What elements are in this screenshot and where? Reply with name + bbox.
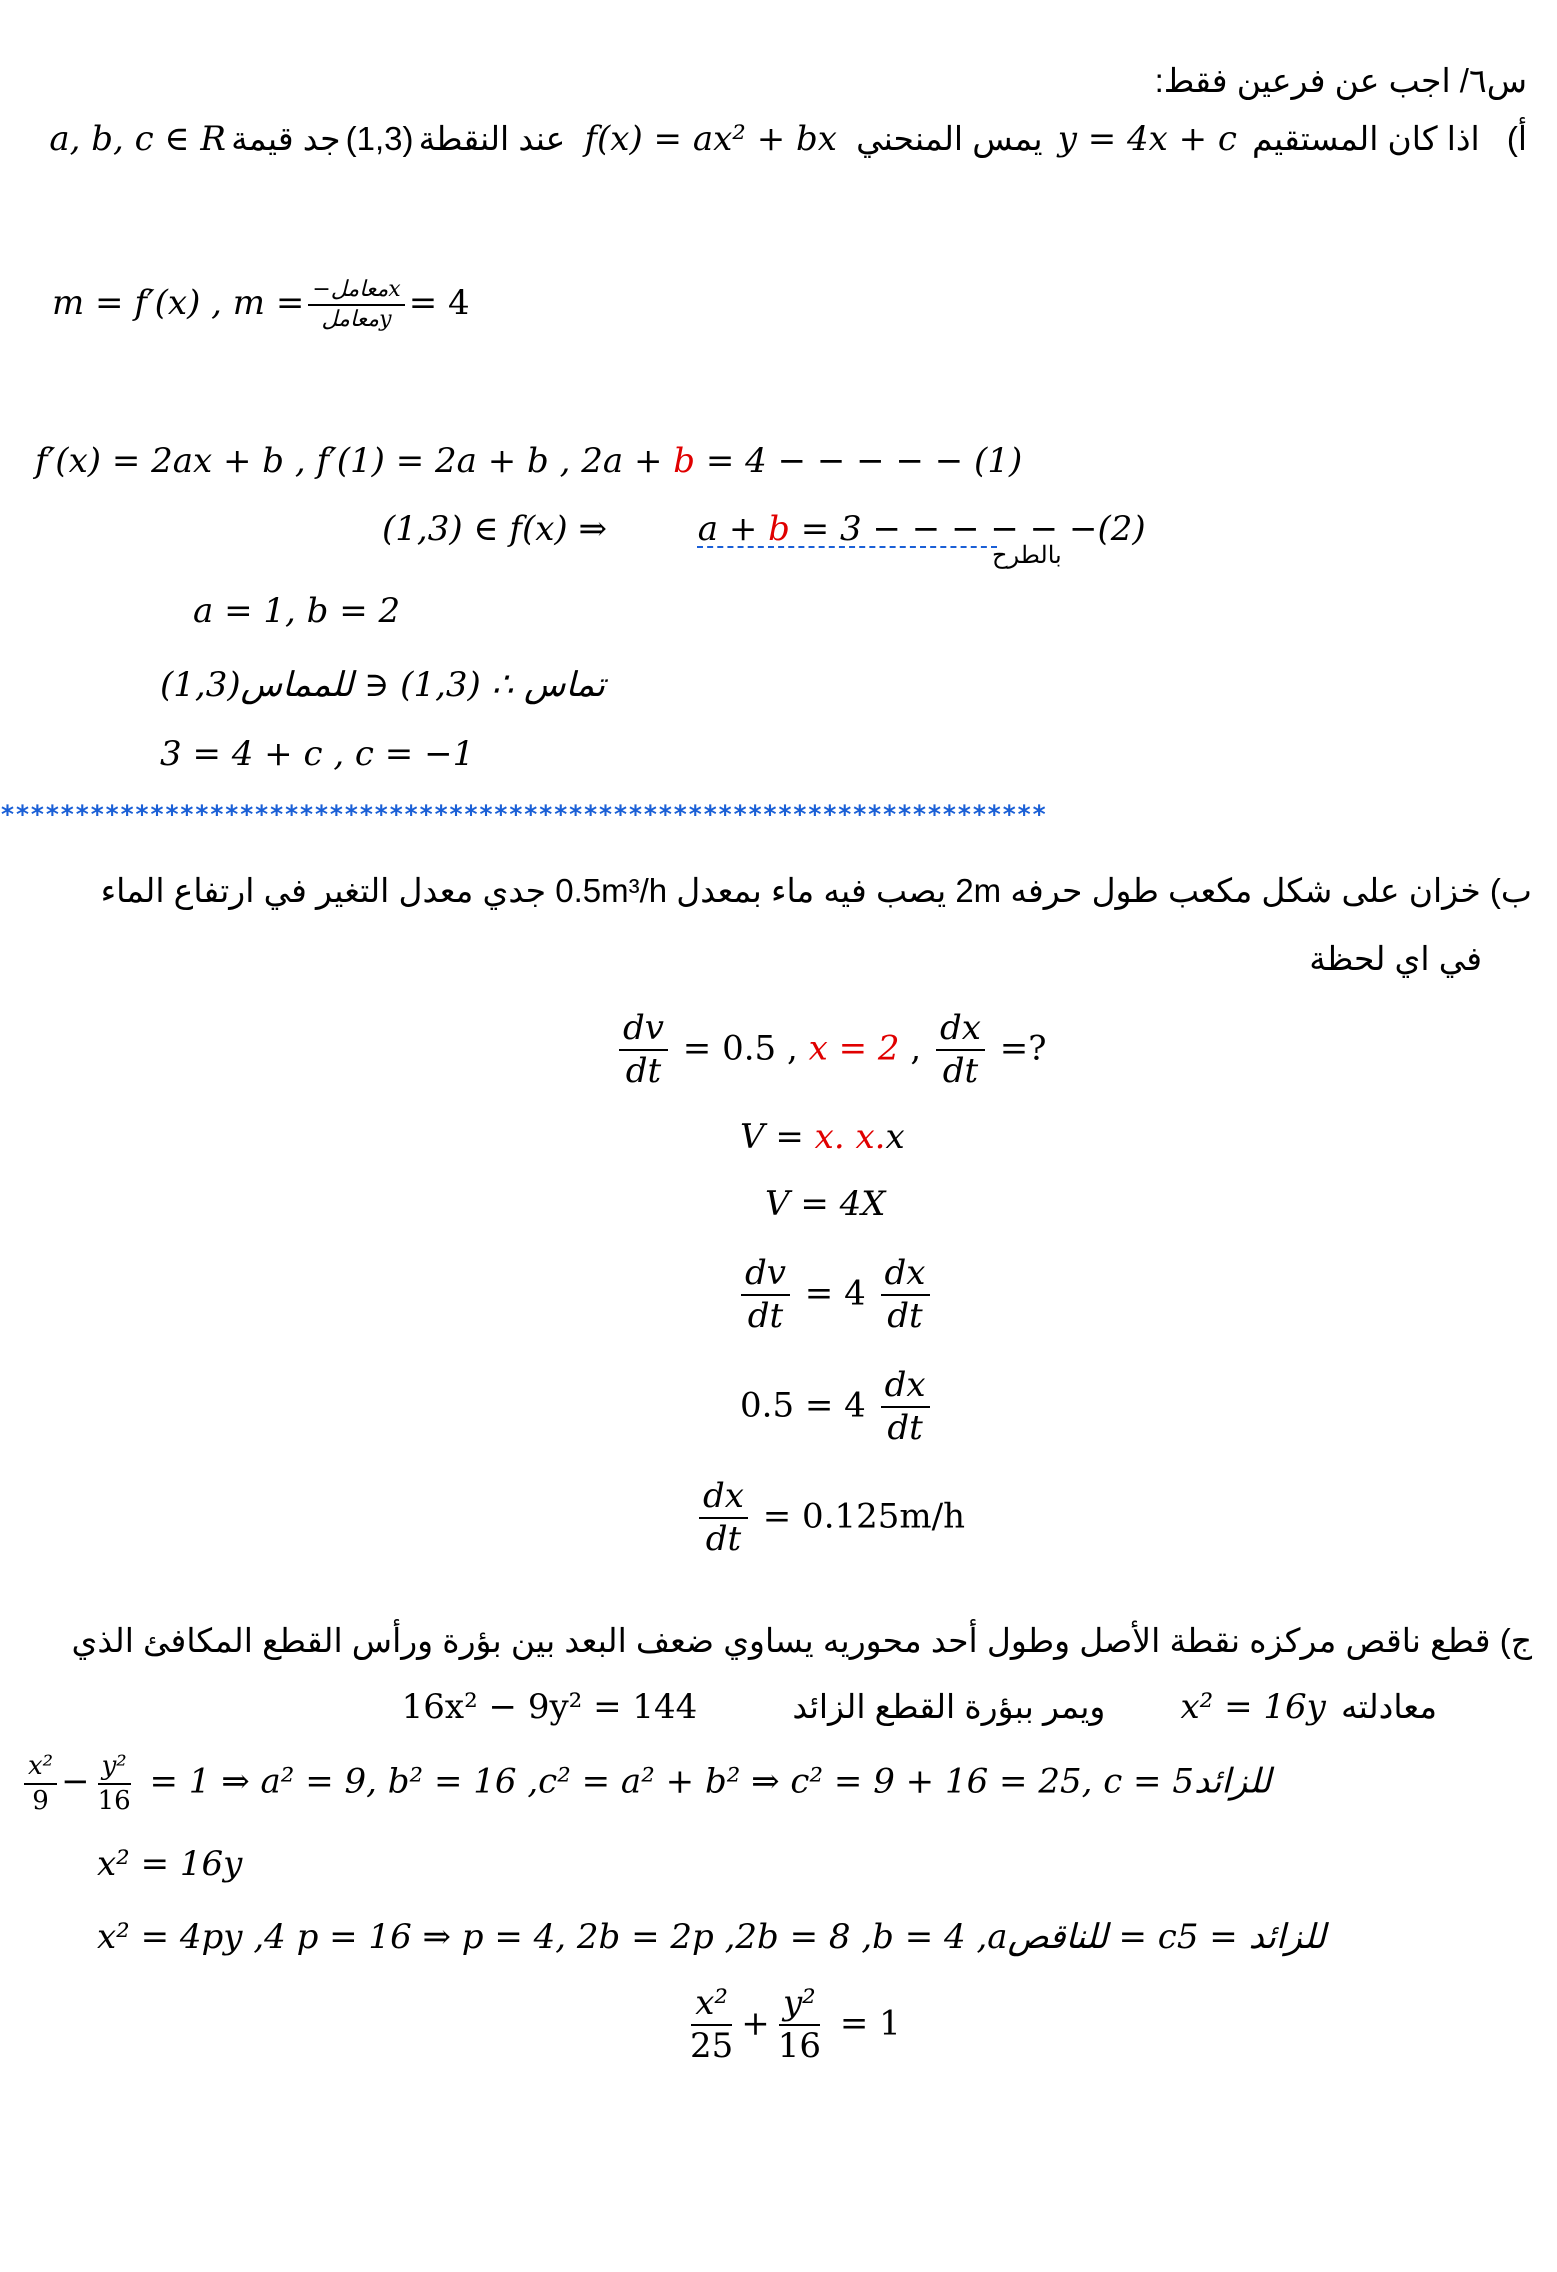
- part-a-label: أ): [1506, 120, 1527, 157]
- parabola-line: x² = 16y: [97, 1844, 243, 1884]
- parabola-equation: x² = 16y: [1180, 1687, 1326, 1727]
- point-text: (1,3): [345, 120, 414, 157]
- hyperbola-analysis: $\frac{\text{x²}}{9}$ − $\frac{\text{y²}}{16}$ = 1 ⇒ a² = 9, b² = 16 ,c² = a² + b² ⇒ c² = 9 + 16 = 25, c = 5للزائد: [20, 1752, 1271, 1815]
- rate-equation: $\frac{dv}{dt}$ = 4 $\frac{dx}{dt}$: [737, 1255, 934, 1336]
- question-header: س٦/ اجب عن فرعين فقط:: [1154, 62, 1527, 99]
- line-equation: y = 4x + c: [1057, 119, 1237, 159]
- part-b-statement: ب) خزان على شكل مكعب طول حرفه 2m يصب فيه ماء بمعدل 0.5m³/h جدي معدل التغير في ارتفاع الماء: [100, 872, 1532, 909]
- rate-substituted: 0.5 = 4 $\frac{dx}{dt}$: [740, 1367, 934, 1448]
- p-value-line: x² = 4py ,4 p = 16 ⇒ p = 4, 2b = 2p ,2b = 8 ,b = 4 ,aللناقص = cللزائد = 5: [97, 1917, 1326, 1957]
- volume-simplified: V = 4X: [765, 1184, 886, 1224]
- volume-formula: V = x. x.x: [740, 1117, 905, 1157]
- given-rates: $\frac{dv}{dt}$ = 0.5 , x = 2 , $\frac{dx}{dt}$ =?: [615, 1010, 1046, 1091]
- part-b-statement-line2: في اي لحظة: [1309, 940, 1482, 977]
- ellipse-final-equation: $\frac{\text{x²}}{25}$ + $\frac{\text{y²}}{16}$ = 1: [690, 1983, 901, 2067]
- subtraction-label: بالطرح: [992, 542, 1062, 569]
- c-value-line: 3 = 4 + c , c = −1: [160, 734, 475, 774]
- set-text: a, b, c ∈ R: [49, 119, 227, 159]
- part-c-statement: ج) قطع ناقص مركزه نقطة الأصل وطول أحد محوريه يساوي ضعف البعد بين بؤرة ورأس القطع المكافئ الذي: [71, 1622, 1532, 1659]
- part-c-statement-line2: معادلته x² = 16y ويمر ببؤرة القطع الزائد 16x² − 9y² = 144: [401, 1687, 1437, 1727]
- subtraction-dashed-line: [697, 546, 997, 548]
- separator-stars: **********************************************************************: [0, 800, 1047, 829]
- hyperbola-equation: 16x² − 9y² = 144: [401, 1687, 698, 1727]
- tangent-line: (1,3)تماس ∴ (1,3) ∈ للمماس: [160, 665, 606, 705]
- rate-result: $\frac{dx}{dt}$ = 0.125m/h: [695, 1478, 965, 1559]
- point-in-f-line: (1,3) ∈ f(x) ⇒ a + b = 3 − − − − − −(2): [382, 509, 1146, 549]
- slope-line: m = f′(x) , m = $\frac{\text{−معاملx}}{\text{معاملy}}$ = 4: [52, 277, 470, 333]
- result-ab: a = 1, b = 2: [193, 591, 401, 631]
- derivative-line: f′(x) = 2ax + b , f′(1) = 2a + b , 2a + b = 4 − − − − − (1): [35, 441, 1023, 481]
- part-a-statement: أ) اذا كان المستقيم y = 4x + c يمس المنحني f(x) = ax² + bx عند النقطة (1,3) جد قيمة a, b, c ∈ R: [49, 119, 1527, 159]
- curve-equation: f(x) = ax² + bx: [584, 119, 837, 159]
